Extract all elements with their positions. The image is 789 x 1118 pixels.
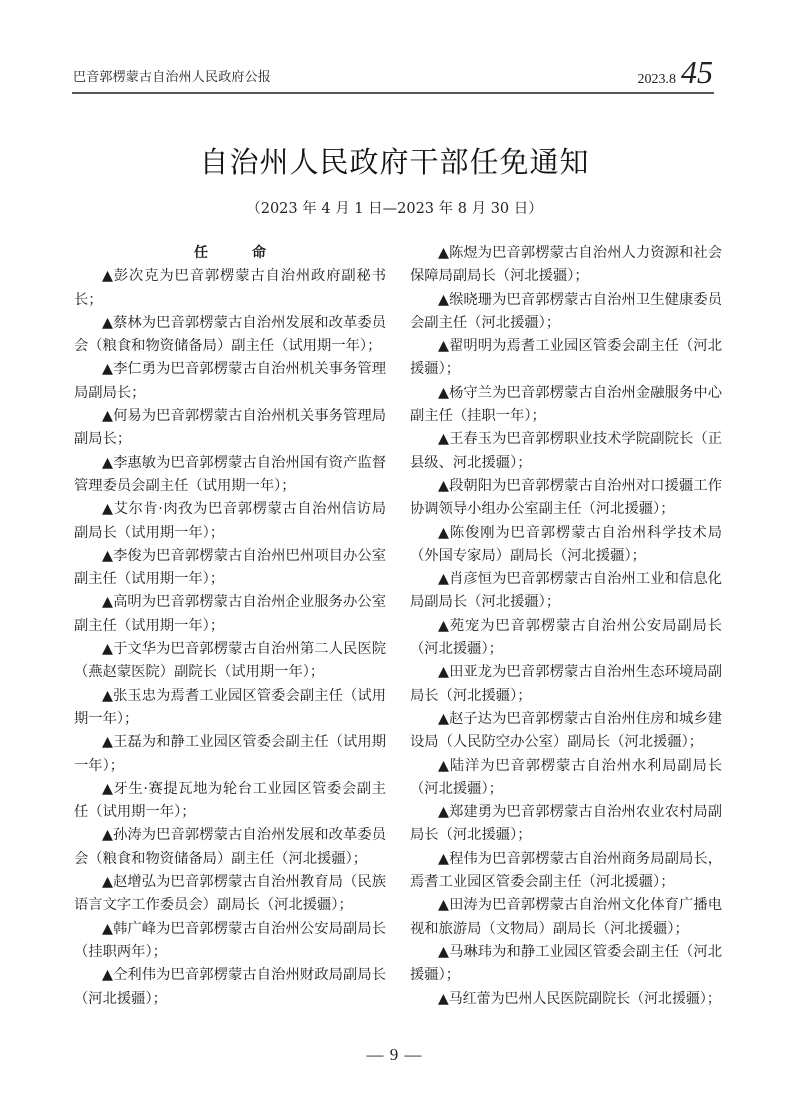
issue-info [638,56,714,88]
appointment-line: 副主任（试用期一年）； [74,571,225,588]
appointment-entry [74,452,386,499]
appointment-line: ▲田涛为巴音郭楞蒙古自治州文化体育广播电 [438,897,722,914]
appointment-line: 副主任（试用期一年）； [74,617,225,634]
appointment-line: （燕赵蒙医院）副院长（试用期一年）； [74,664,325,681]
appointment-line: 局长（河北援疆）； [410,827,532,844]
section-heading-char: 任 [194,245,208,261]
appointment-line: ▲王春玉为巴音郭楞职业技术学院副院长（正 [438,431,722,448]
appointment-entry [74,824,386,871]
appointment-entry [74,498,386,545]
appointment-entry [410,475,722,522]
appointment-line: ▲韩广峰为巴音郭楞蒙古自治州公安局副局长 [102,920,386,937]
appointment-line: 设局（人民防空办公室）副局长（河北援疆）； [410,734,704,751]
appointment-entry [74,545,386,592]
left-column [74,242,386,1011]
appointment-line: ▲王磊为和静工业园区管委会副主任（试用期 [102,734,386,751]
appointment-line: 局副局长； [74,384,146,401]
appointment-line: 副局长（试用期一年）； [74,524,225,541]
appointment-entry [74,638,386,685]
issue-number: 45 [681,54,713,90]
appointment-line: ▲苑宠为巴音郭楞蒙古自治州公安局副局长 [438,617,722,634]
appointment-line: ▲牙生·赛提瓦地为轮台工业园区管委会副主 [102,780,386,797]
appointment-line: ▲马红蕾为巴州人民医院副院长（河北援疆）； [438,990,721,1007]
appointment-line: ▲何易为巴音郭楞蒙古自治州机关事务管理局 [102,408,386,425]
appointment-line: 保障局副局长（河北援疆）； [410,268,589,285]
section-heading [74,242,386,265]
appointment-entry [410,941,722,988]
appointment-line: 会副主任（河北援疆）； [410,314,561,331]
appointment-line: 长； [74,291,103,308]
appointment-entry [74,591,386,638]
appointment-line: （外国专家局）副局长（河北援疆）； [410,547,646,564]
appointment-entry [74,685,386,732]
header-divider [72,92,714,94]
appointment-line: ▲赵增弘为巴音郭楞蒙古自治州教育局（民族 [102,874,386,891]
appointment-entry [410,801,722,848]
appointment-line: 局副局长（河北援疆）； [410,594,561,611]
appointment-line: 管理委员会副主任（试用期一年）； [74,477,296,494]
appointment-line: ▲于文华为巴音郭楞蒙古自治州第二人民医院 [102,641,386,658]
appointment-line: 副主任（挂职一年）； [410,408,546,425]
appointment-entry [410,708,722,755]
appointment-entry [74,964,386,1011]
appointment-line: ▲陈俊刚为巴音郭楞蒙古自治州科学技术局 [438,524,722,541]
appointment-entry [410,615,722,662]
appointment-entry [74,312,386,359]
appointment-list-right [410,242,722,1011]
appointment-line: ▲艾尔肯·肉孜为巴音郭楞蒙古自治州信访局 [102,501,386,518]
appointment-entry [74,918,386,965]
appointment-entry [410,428,722,475]
appointment-line: 期一年）； [74,710,139,727]
appointment-line: ▲肖彦恒为巴音郭楞蒙古自治州工业和信息化 [438,571,722,588]
appointment-entry [410,661,722,708]
appointment-line: ▲赵子达为巴音郭楞蒙古自治州住房和城乡建 [438,710,722,727]
appointment-line: （河北援疆）； [74,990,167,1007]
appointment-entry [410,894,722,941]
appointment-entry [74,731,386,778]
appointment-entry [410,382,722,429]
appointment-entry [74,778,386,825]
appointment-entry [410,242,722,289]
appointment-line: ▲高明为巴音郭楞蒙古自治州企业服务办公室 [102,594,386,611]
appointment-line: ▲翟明明为焉耆工业园区管委会副主任（河北 [438,338,722,355]
appointment-entry [74,358,386,405]
appointment-line: ▲陈煜为巴音郭楞蒙古自治州人力资源和社会 [438,245,722,261]
appointment-line: ▲马琳玮为和静工业园区管委会副主任（河北 [438,943,722,960]
appointment-line: 语言文字工作委员会）副局长（河北援疆）； [74,897,353,914]
appointment-entry [410,848,722,895]
appointment-line: 任（试用期一年）； [74,804,196,821]
appointment-line: ▲程伟为巴音郭楞蒙古自治州商务局副局长， [438,850,722,867]
appointment-line: ▲李俊为巴音郭楞蒙古自治州巴州项目办公室 [102,547,386,564]
appointment-line: 会（粮食和物资储备局）副主任（河北援疆）； [74,850,368,867]
appointment-line: ▲李仁勇为巴音郭楞蒙古自治州机关事务管理 [102,361,386,378]
appointment-line: 局长（河北援疆）； [410,687,532,704]
appointment-line: 县级、河北援疆）； [410,454,532,471]
appointment-line: 会（粮食和物资储备局）副主任（试用期一年）； [74,338,382,355]
appointment-line: ▲蔡林为巴音郭楞蒙古自治州发展和改革委员 [102,314,386,331]
appointment-line: ▲彭次克为巴音郭楞蒙古自治州政府副秘书 [102,268,386,285]
section-heading-char: 命 [252,245,266,261]
right-column [410,242,722,1011]
appointment-line: 援疆）； [410,361,461,378]
date-range: （2023 年 4 月 1 日—2023 年 8 月 30 日） [246,201,543,217]
appointment-line: ▲田亚龙为巴音郭楞蒙古自治州生态环境局副 [438,664,722,681]
appointment-entry [74,871,386,918]
appointment-line: ▲杨守兰为巴音郭楞蒙古自治州金融服务中心 [438,384,722,401]
appointment-line: ▲张玉忠为焉耆工业园区管委会副主任（试用 [102,687,386,704]
appointment-line: （河北援疆）； [410,641,503,658]
appointment-line: 协调领导小组办公室副主任（河北援疆）； [410,501,675,518]
appointment-line: ▲仝利伟为巴音郭楞蒙古自治州财政局副局长 [102,967,386,984]
appointment-line: （河北援疆）； [410,780,503,797]
publication-name: 巴音郭楞蒙古自治州人民政府公报 [73,70,272,85]
appointment-line: ▲郑建勇为巴音郭楞蒙古自治州农业农村局副 [438,804,722,821]
appointment-line: 副局长； [74,431,132,448]
appointment-line: 视和旅游局（文物局）副局长（河北援疆）； [410,920,689,937]
appointment-entry [410,335,722,382]
appointment-entry [410,289,722,336]
appointment-line: ▲段朝阳为巴音郭楞蒙古自治州对口援疆工作 [438,477,722,494]
appointment-entry [410,755,722,802]
appointment-line: ▲陆洋为巴音郭楞蒙古自治州水利局副局长 [438,757,722,774]
appointment-entry [74,405,386,452]
appointment-entry [410,988,722,1011]
page-number: — 9 — [366,1045,423,1064]
appointment-entry [410,568,722,615]
appointment-entry [410,522,722,569]
appointment-line: 一年）； [74,757,125,774]
appointment-list-left [74,265,386,1011]
appointment-line: ▲孙涛为巴音郭楞蒙古自治州发展和改革委员 [102,827,386,844]
appointment-line: ▲李惠敏为巴音郭楞蒙古自治州国有资产监督 [102,454,386,471]
appointment-line: （挂职两年）； [74,943,167,960]
appointment-entry [74,265,386,312]
appointment-line: ▲缑晓珊为巴音郭楞蒙古自治州卫生健康委员 [438,291,722,308]
page-title: 自治州人民政府干部任免通知 [199,145,590,179]
issue-date: 2023.8 [637,72,676,87]
appointment-line: 援疆）； [410,967,461,984]
appointment-line: 焉耆工业园区管委会副主任（河北援疆）； [410,874,675,891]
